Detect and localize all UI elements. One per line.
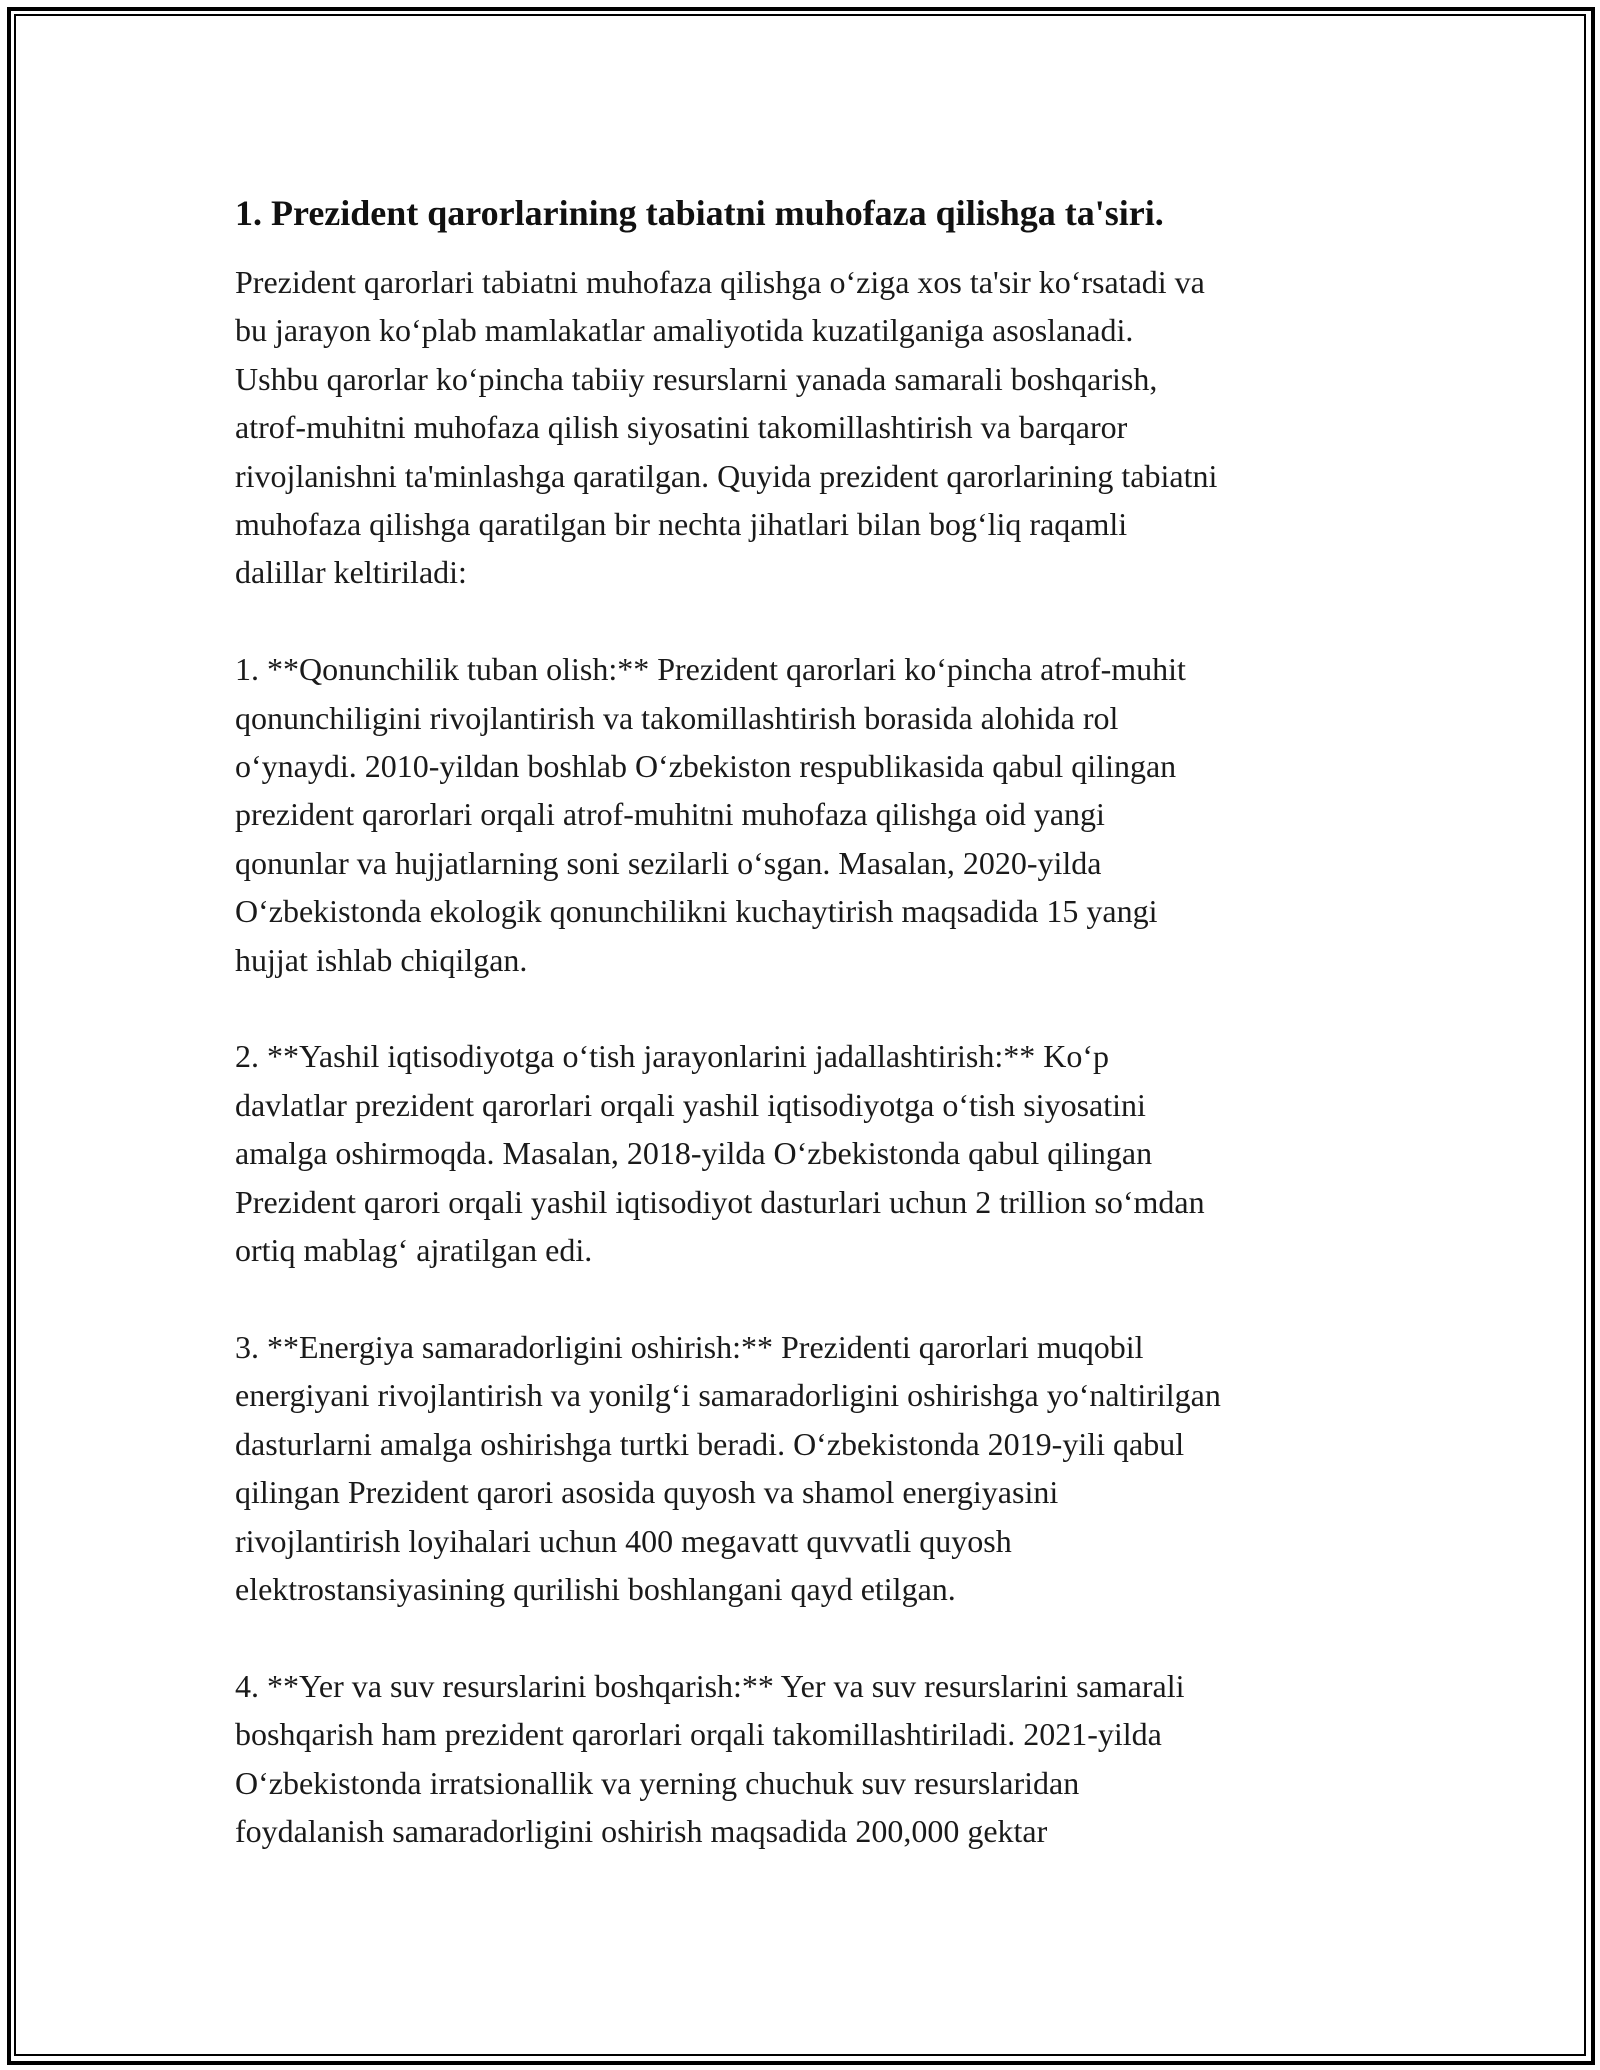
- document-body: [235, 188, 1375, 1855]
- point-3-paragraph: 3. **Energiya samaradorligini oshirish:** Prezidenti qarorlari muqobil energiyani rivojlantirish va yonilg‘i samaradorligini oshirishga yo‘naltirilgan dasturlarni amalga oshirishga turtki beradi. O‘zbekistonda 2019-yili qabul qilingan Prezident qarori asosida quyosh va shamol energiyasini rivojlantirish loyihalari uchun 400 megavatt quvvatli quyosh elektrostansiyasining qurilishi boshlangani qayd etilgan.: [235, 1328, 1221, 1607]
- section-heading: 1. Prezident qarorlarining tabiatni muhofaza qilishga ta'siri.: [235, 193, 1164, 233]
- point-1-paragraph: 1. **Qonunchilik tuban olish:** Prezident qarorlari ko‘pincha atrof-muhit qonunchiligini rivojlantirish va takomillashtirish borasida alohida rol o‘ynaydi. 2010-yildan boshlab O‘zbekiston respublikasida qabul qilingan prezident qarorlari orqali atrof-muhitni muhofaza qilishga oid yangi qonunlar va hujjatlarning soni sezilarli o‘sgan. Masalan, 2020-yilda O‘zbekistonda ekologik qonunchilikni kuchaytirish maqsadida 15 yangi hujjat ishlab chiqilgan.: [235, 651, 1186, 978]
- intro-paragraph: Prezident qarorlari tabiatni muhofaza qilishga o‘ziga xos ta'sir ko‘rsatadi va bu jarayon ko‘plab mamlakatlar amaliyotida kuzatilganiga asoslanadi. Ushbu qarorlar ko‘pincha tabiiy resurslarni yanada samarali boshqarish, atrof-muhitni muhofaza qilish siyosatini takomillashtirish va barqaror rivojlanishni ta'minlashga qaratilgan. Quyida prezident qarorlarining tabiatni muhofaza qilishga qaratilgan bir nechta jihatlari bilan bog‘liq raqamli dalillar keltiriladi:: [235, 264, 1218, 591]
- point-2-paragraph: 2. **Yashil iqtisodiyotga o‘tish jarayonlarini jadallashtirish:** Ko‘p davlatlar prezident qarorlari orqali yashil iqtisodiyotga o‘tish siyosatini amalga oshirmoqda. Masalan, 2018-yilda O‘zbekistonda qabul qilingan Prezident qarori orqali yashil iqtisodiyot dasturlari uchun 2 trillion so‘mdan ortiq mablag‘ ajratilgan edi.: [235, 1038, 1205, 1269]
- point-4-paragraph: 4. **Yer va suv resurslarini boshqarish:** Yer va suv resurslarini samarali boshqarish ham prezident qarorlari orqali takomillashtiriladi. 2021-yilda O‘zbekistonda irratsionallik va yerning chuchuk suv resurslaridan foydalanish samaradorligini oshirish maqsadida 200,000 gektar: [235, 1667, 1185, 1849]
